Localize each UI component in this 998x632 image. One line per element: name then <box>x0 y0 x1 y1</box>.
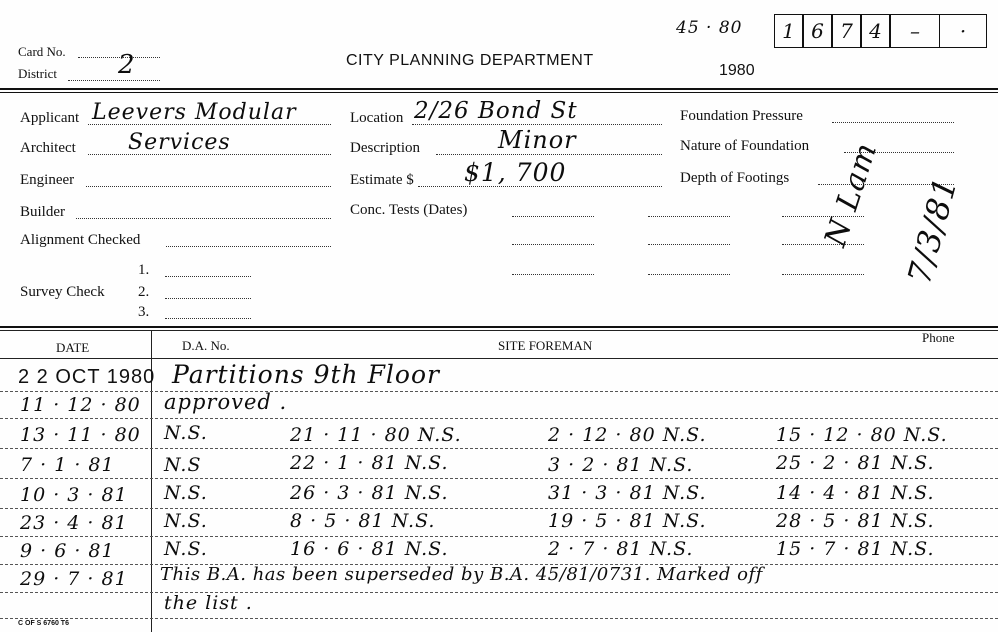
form-code: C OF S 6760 T6 <box>18 620 69 627</box>
conc-tests-label: Conc. Tests (Dates) <box>350 202 468 218</box>
log-entry: N.S. <box>164 422 208 444</box>
log-entry: 15 · 12 · 80 N.S. <box>776 424 948 446</box>
date-column-header: DATE <box>56 340 90 355</box>
log-date: 9 · 6 · 81 <box>20 540 115 562</box>
log-entry: N.S. <box>164 538 208 560</box>
table-header-rule <box>0 358 998 359</box>
log-entry: 22 · 1 · 81 N.S. <box>290 452 449 474</box>
district-underline <box>68 80 160 81</box>
architect-value: Services <box>128 130 231 155</box>
alignment-label: Alignment Checked <box>20 232 141 248</box>
log-entry: 28 · 5 · 81 N.S. <box>776 510 935 532</box>
card-number-digit: · <box>939 14 987 48</box>
year-label: 1980 <box>719 62 755 79</box>
log-entry: 15 · 7 · 81 N.S. <box>776 538 935 560</box>
nature-of-foundation-label: Nature of Foundation <box>680 138 810 154</box>
survey-item: 3. <box>138 304 150 320</box>
location-underline <box>412 124 662 125</box>
log-date: 13 · 11 · 80 <box>20 424 141 446</box>
log-date: 29 · 7 · 81 <box>20 568 128 590</box>
estimate-value: $1, 700 <box>464 158 567 187</box>
engineer-label: Engineer <box>20 172 75 188</box>
district-value: 2 <box>118 50 136 80</box>
log-entry: 2 · 7 · 81 N.S. <box>548 538 694 560</box>
survey-item-underline <box>165 318 251 319</box>
log-entry-continuation: the list . <box>164 592 253 614</box>
depth-of-footings-label: Depth of Footings <box>680 170 790 186</box>
applicant-label: Applicant <box>20 110 80 126</box>
log-date: 11 · 12 · 80 <box>20 394 141 416</box>
log-entry: N.S. <box>164 482 208 504</box>
survey-item: 2. <box>138 284 150 300</box>
log-entry: 16 · 6 · 81 N.S. <box>290 538 449 560</box>
log-entry: 19 · 5 · 81 N.S. <box>548 510 707 532</box>
log-entry: 31 · 3 · 81 N.S. <box>548 482 707 504</box>
signature-date: 7/3/81 <box>900 172 965 288</box>
inspector-signature: N Lam <box>818 138 885 251</box>
log-entry: N.S <box>164 454 202 476</box>
header-rule-top <box>0 88 998 90</box>
foundation-pressure-underline <box>832 122 954 123</box>
log-entry: 26 · 3 · 81 N.S. <box>290 482 449 504</box>
location-label: Location <box>350 110 404 126</box>
card-number-digit: 7 <box>832 14 861 48</box>
phone-header: Phone <box>922 330 955 345</box>
estimate-label: Estimate $ <box>350 172 414 188</box>
card-number-digit: – <box>890 14 940 48</box>
description-value: Minor <box>498 126 577 154</box>
builder-underline <box>76 218 331 219</box>
applicant-value: Leevers Modular <box>92 100 297 125</box>
card-number-digit: 4 <box>861 14 890 48</box>
engineer-underline <box>86 186 331 187</box>
table-rule-top <box>0 326 998 328</box>
log-entry: 21 · 11 · 80 N.S. <box>290 424 462 446</box>
log-entry: approved . <box>164 390 288 414</box>
log-date: 23 · 4 · 81 <box>20 512 128 534</box>
log-date: 2 2 OCT 1980 <box>18 366 156 388</box>
description-underline <box>436 154 662 155</box>
log-entry: 3 · 2 · 81 N.S. <box>548 454 694 476</box>
log-entry: This B.A. has been superseded by B.A. 45/81/0731. Marked off <box>160 564 763 585</box>
log-entry: 25 · 2 · 81 N.S. <box>776 452 935 474</box>
log-date: 10 · 3 · 81 <box>20 484 128 506</box>
builder-label: Builder <box>20 204 65 220</box>
survey-item: 1. <box>138 262 150 278</box>
log-entry: 2 · 12 · 80 N.S. <box>548 424 707 446</box>
survey-item-underline <box>165 276 251 277</box>
district-label: District <box>18 66 57 81</box>
card-no-label: Card No. <box>18 44 66 59</box>
reference-prefix: 45 · 80 <box>676 18 743 38</box>
log-entry: Partitions 9th Floor <box>172 360 440 389</box>
description-label: Description <box>350 140 420 156</box>
survey-item-underline <box>165 298 251 299</box>
log-entry: N.S. <box>164 510 208 532</box>
site-foreman-header: SITE FOREMAN <box>498 338 593 353</box>
log-entry: 14 · 4 · 81 N.S. <box>776 482 935 504</box>
alignment-underline <box>166 246 331 247</box>
survey-check-label: Survey Check <box>20 284 105 300</box>
architect-label: Architect <box>20 140 76 156</box>
department-title: CITY PLANNING DEPARTMENT <box>346 52 594 69</box>
foundation-pressure-label: Foundation Pressure <box>680 108 803 124</box>
da-number-header: D.A. No. <box>182 338 230 353</box>
card-number-digit: 6 <box>803 14 832 48</box>
log-date: 7 · 1 · 81 <box>20 454 115 476</box>
card-number-digit: 1 <box>774 14 803 48</box>
header-rule-bottom <box>0 92 998 93</box>
table-rule-second <box>0 330 998 331</box>
log-entry: 8 · 5 · 81 N.S. <box>290 510 436 532</box>
location-value: 2/26 Bond St <box>414 98 578 124</box>
